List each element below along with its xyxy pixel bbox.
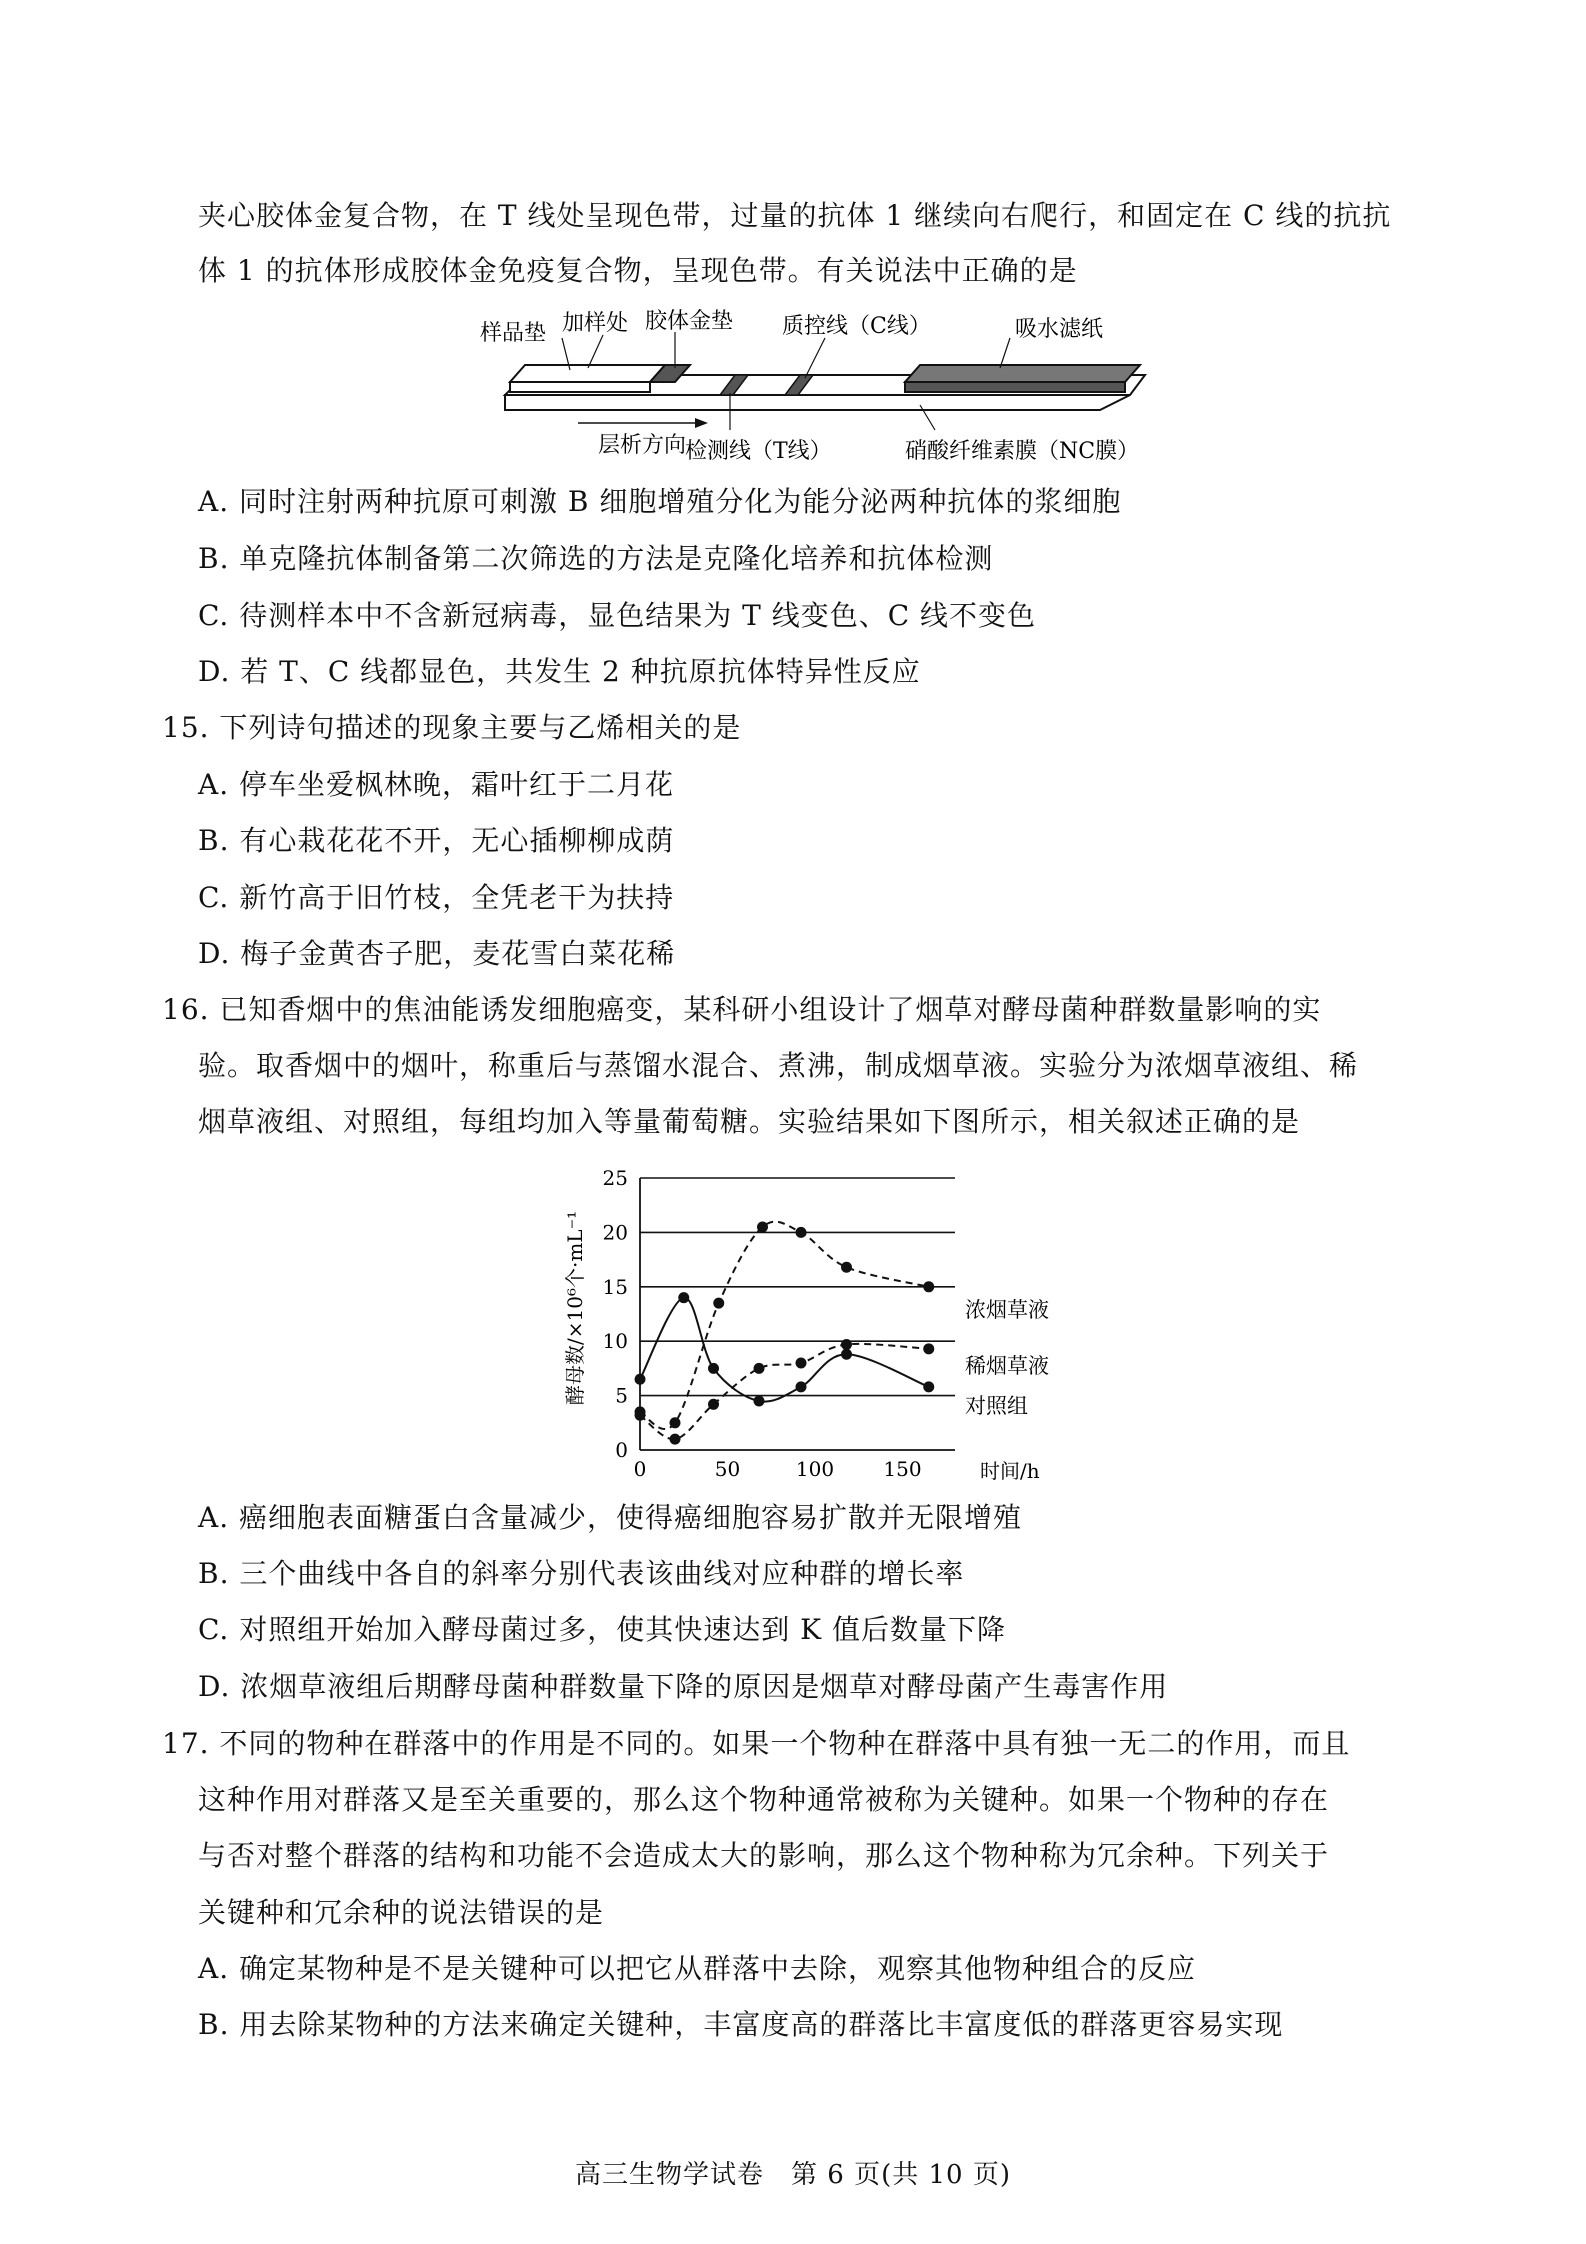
y-tick-label: 15: [602, 1274, 628, 1299]
series-dilute-tobacco-line: [640, 1344, 929, 1439]
q17-option-a: A. 确定某物种是不是关键种可以把它从群落中去除，观察其他物种组合的反应: [198, 1952, 1197, 1985]
q17-stem-line-4: 关键种和冗余种的说法错误的是: [198, 1896, 605, 1929]
x-tick-label: 100: [795, 1457, 835, 1481]
q17-stem-line-1: 17. 不同的物种在群落中的作用是不同的。如果一个物种在群落中具有独一无二的作用，而且: [162, 1727, 1351, 1760]
q16-option-a: A. 癌细胞表面糖蛋白含量减少，使得癌细胞容易扩散并无限增殖: [198, 1501, 1023, 1534]
data-point: [841, 1262, 852, 1273]
data-point: [923, 1381, 934, 1392]
data-point: [678, 1292, 689, 1303]
label-direction: 层析方向: [598, 433, 687, 458]
data-point: [635, 1410, 646, 1421]
data-point: [757, 1221, 768, 1232]
q14-option-c: C. 待测样本中不含新冠病毒，显色结果为 T 线变色、C 线不变色: [198, 599, 1037, 632]
series-control-line: [640, 1298, 929, 1402]
data-point: [841, 1339, 852, 1350]
q15-option-a: A. 停车坐爱枫林晚，霜叶红于二月花: [198, 768, 675, 801]
data-point: [796, 1357, 807, 1368]
chart-x-axis-label: 时间/h: [980, 1459, 1040, 1483]
test-strip-diagram: [480, 300, 1160, 475]
y-tick-label: 5: [615, 1383, 628, 1408]
y-tick-label: 10: [602, 1329, 628, 1354]
q17-stem-line-2: 这种作用对群落又是至关重要的，那么这个物种通常被称为关键种。如果一个物种的存在: [198, 1783, 1330, 1816]
q14-option-a: A. 同时注射两种抗原可刺激 B 细胞增殖分化为能分泌两种抗体的浆细胞: [198, 485, 1122, 518]
q16-option-b: B. 三个曲线中各自的斜率分别代表该曲线对应种群的增长率: [198, 1557, 965, 1590]
label-control-line: 质控线（C线）: [782, 314, 931, 339]
data-point: [754, 1363, 765, 1374]
q17-option-b: B. 用去除某物种的方法来确定关键种，丰富度高的群落比丰富度低的群落更容易实现: [198, 2008, 1284, 2041]
series-strong-tobacco-line: [640, 1222, 929, 1429]
label-absorbent: 吸水滤纸: [1015, 317, 1104, 342]
label-sample-pad: 样品垫: [480, 321, 547, 346]
data-point: [754, 1396, 765, 1407]
absorbent-paper: [905, 365, 1140, 382]
q17-stem-line-3: 与否对整个群落的结构和功能不会造成太大的影响，那么这个物种称为冗余种。下列关于: [198, 1839, 1330, 1872]
data-point: [796, 1381, 807, 1392]
chart-y-axis-label: 酵母数/×10⁶个·mL⁻¹: [563, 1210, 587, 1405]
q16-option-c: C. 对照组开始加入酵母菌过多，使其快速达到 K 值后数量下降: [198, 1613, 1006, 1646]
page-footer: 高三生物学试卷 第 6 页(共 10 页): [575, 2160, 1011, 2190]
data-point: [923, 1343, 934, 1354]
q15-option-c: C. 新竹高于旧竹枝，全凭老干为扶持: [198, 881, 675, 914]
data-point: [670, 1434, 681, 1445]
intro-line-2: 体 1 的抗体形成胶体金免疫复合物，呈现色带。有关说法中正确的是: [198, 254, 1078, 287]
data-point: [841, 1349, 852, 1360]
label-nc-membrane: 硝酸纤维素膜（NC膜）: [905, 439, 1140, 464]
q14-option-d: D. 若 T、C 线都显色，共发生 2 种抗原抗体特异性反应: [198, 655, 921, 688]
label-sample-site: 加样处: [562, 311, 629, 336]
legend-control-group: 对照组: [965, 1394, 1028, 1418]
label-test-line: 检测线（T线）: [685, 439, 832, 464]
intro-line-1: 夹心胶体金复合物，在 T 线处呈现色带，过量的抗体 1 继续向右爬行，和固定在 C 线的抗抗: [198, 199, 1392, 232]
q16-option-d: D. 浓烟草液组后期酵母菌种群数量下降的原因是烟草对酵母菌产生毒害作用: [198, 1670, 1169, 1703]
y-tick-label: 0: [615, 1438, 628, 1462]
data-point: [708, 1363, 719, 1374]
data-point: [713, 1298, 724, 1309]
data-point: [670, 1417, 681, 1428]
q16-stem-line-1: 16. 已知香烟中的焦油能诱发细胞癌变，某科研小组设计了烟草对酵母菌种群数量影响的实: [162, 993, 1322, 1026]
y-tick-label: 25: [602, 1166, 628, 1190]
q15-stem: 15. 下列诗句描述的现象主要与乙烯相关的是: [162, 711, 742, 744]
x-tick-label: 50: [714, 1457, 741, 1481]
data-point: [796, 1227, 807, 1238]
q16-stem-line-3: 烟草液组、对照组，每组均加入等量葡萄糖。实验结果如下图所示，相关叙述正确的是: [198, 1105, 1301, 1138]
x-tick-label: 150: [883, 1457, 922, 1481]
q16-stem-line-2: 验。取香烟中的烟叶，称重后与蒸馏水混合、煮沸，制成烟草液。实验分为浓烟草液组、稀: [198, 1049, 1359, 1082]
label-gold-pad: 胶体金垫: [645, 309, 734, 334]
q15-option-b: B. 有心栽花花不开，无心插柳柳成荫: [198, 824, 675, 857]
legend-dilute-tobacco: 稀烟草液: [965, 1354, 1049, 1378]
yeast-population-chart: [560, 1160, 1080, 1500]
y-tick-label: 20: [602, 1220, 628, 1245]
data-point: [635, 1374, 646, 1385]
q15-option-d: D. 梅子金黄杏子肥，麦花雪白菜花稀: [198, 937, 676, 970]
data-point: [923, 1281, 934, 1292]
q14-option-b: B. 单克隆抗体制备第二次筛选的方法是克隆化培养和抗体检测: [198, 542, 994, 575]
data-point: [708, 1399, 719, 1410]
x-tick-label: 0: [633, 1457, 647, 1481]
legend-strong-tobacco: 浓烟草液: [965, 1298, 1049, 1322]
